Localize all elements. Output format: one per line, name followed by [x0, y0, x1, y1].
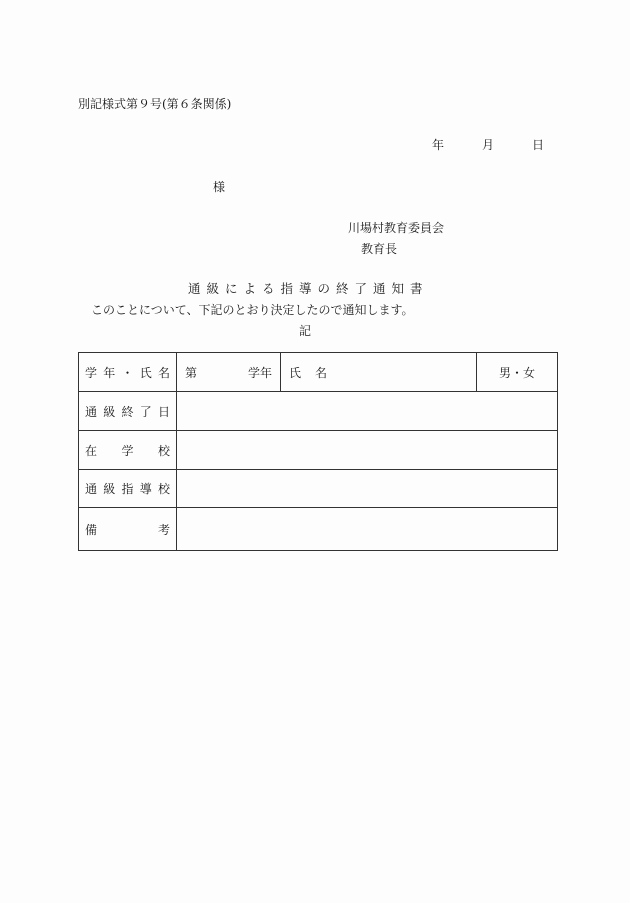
label-char: 校 — [157, 482, 170, 496]
gender-options: 男・女 — [498, 365, 535, 380]
name-label-char: 名 — [315, 365, 328, 380]
table-row — [79, 508, 558, 551]
label-char: 学 — [121, 443, 134, 458]
label-char: 通 — [85, 482, 98, 496]
issuer-title: 教育長 — [361, 242, 398, 256]
date-year-label: 年 — [432, 138, 445, 152]
date-day-label: 日 — [532, 138, 545, 152]
intro-text: このことについて、下記のとおり決定したので通知します。 — [91, 303, 414, 317]
remarks-value-cell[interactable] — [177, 508, 558, 551]
table-row — [79, 392, 558, 431]
label-char: 氏 — [139, 365, 152, 380]
label-char: 級 — [103, 404, 116, 419]
label-char: 名 — [157, 365, 170, 380]
label-char: 導 — [139, 482, 152, 496]
label-char: 通 — [85, 404, 98, 419]
date-month-label: 月 — [482, 138, 495, 152]
label-char: 級 — [103, 482, 116, 496]
guidance-school-value-cell[interactable] — [177, 470, 558, 508]
gender-cell[interactable] — [477, 353, 558, 392]
grade-cell[interactable] — [177, 353, 281, 392]
end-date-value-cell[interactable] — [177, 392, 558, 431]
guidance-school-label-cell — [79, 470, 177, 508]
label-char: 終 — [121, 404, 134, 419]
label-char: 年 — [103, 365, 116, 380]
label-char: ・ — [121, 365, 134, 380]
name-label-char: 氏 — [289, 365, 302, 380]
notification-form-table — [78, 352, 558, 551]
document-title: 通級による指導の終了通知書 — [188, 281, 429, 296]
label-char: 在 — [85, 443, 98, 458]
form-reference: 別記様式第９号(第６条関係) — [78, 97, 232, 111]
label-char: 学 — [85, 365, 98, 380]
school-value-cell[interactable] — [177, 431, 558, 470]
school-label-cell — [79, 431, 177, 470]
issuer-organization: 川場村教育委員会 — [348, 221, 445, 235]
label-char: 備 — [85, 522, 98, 537]
table-row — [79, 431, 558, 470]
label-char: 考 — [157, 522, 170, 537]
recipient-suffix: 様 — [213, 180, 226, 194]
label-char: 指 — [121, 482, 134, 496]
table-row — [79, 470, 558, 508]
label-char: 日 — [157, 404, 170, 419]
grade-suffix: 学年 — [247, 365, 272, 380]
grade-name-label-cell — [79, 353, 177, 392]
end-date-label-cell — [79, 392, 177, 431]
table-row — [79, 353, 558, 392]
ki-marker: 記 — [299, 324, 312, 338]
name-cell[interactable] — [281, 353, 477, 392]
remarks-label-cell — [79, 508, 177, 551]
grade-prefix: 第 — [185, 365, 198, 380]
label-char: 校 — [157, 443, 170, 458]
label-char: 了 — [139, 404, 152, 419]
